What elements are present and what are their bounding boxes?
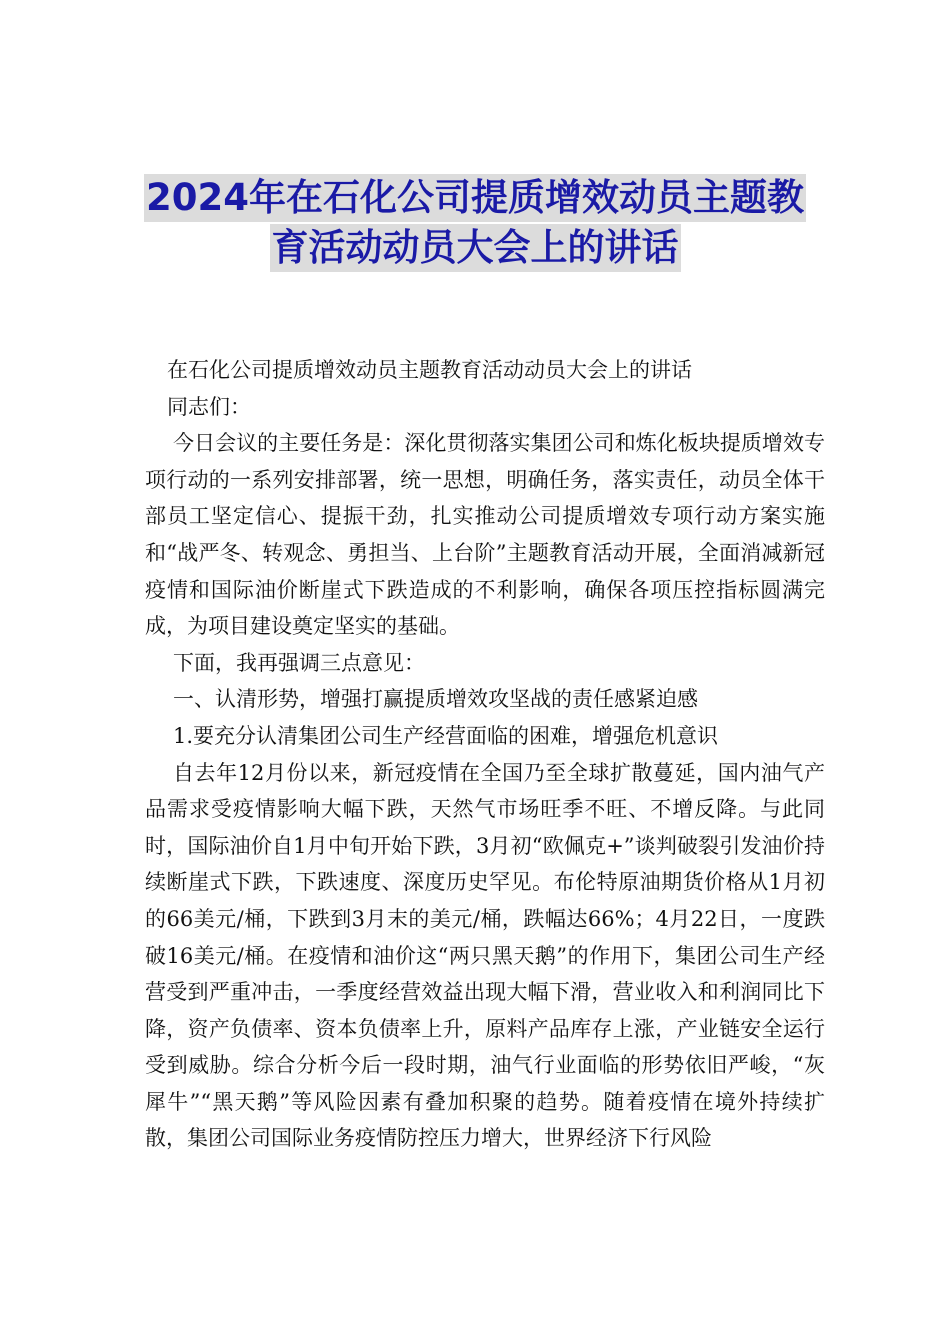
document-title	[0, 174, 950, 274]
speech-heading: 在石化公司提质增效动员主题教育活动动员大会上的讲话	[167, 358, 692, 382]
title-line-2: 育活动动员大会上的讲话	[270, 224, 681, 272]
paragraph-situation: 自去年12月份以来，新冠疫情在全国乃至全球扩散蔓延，国内油气产品需求受疫情影响大幅下跌，天然气市场旺季不旺、不增反降。与此同时，国际油价自1月中旬开始下跌，3月初“欧佩克+”谈判破裂引发油价持续断崖式下跌，下跌速度、深度历史罕见。布伦特原油期货价格从1月初的66美元/桶，下跌到3月末的美元/桶，跌幅达66%；4月22日，一度跌破16美元/桶。在疫情和油价这“两只黑天鹅”的作用下，集团公司生产经营受到严重冲击，一季度经营效益出现大幅下滑，营业收入和利润同比下降，资产负债率、资本负债率上升，原料产品库存上涨，产业链安全运行受到威胁。综合分析今后一段时期，油气行业面临的形势依旧严峻，“灰犀牛”“黑天鹅”等风险因素有叠加积聚的趋势。随着疫情在境外持续扩散，集团公司国际业务疫情防控压力增大，世界经济下行风险	[145, 760, 825, 1151]
title-line-1: 2024年在石化公司提质增效动员主题教	[144, 174, 806, 222]
subsection-heading-1-1: 1.要充分认清集团公司生产经营面临的困难，增强危机意识	[173, 723, 719, 748]
section-heading-1: 一、认清形势，增强打赢提质增效攻坚战的责任感紧迫感	[173, 687, 698, 712]
document-body	[145, 352, 825, 1157]
paragraph-intro: 今日会议的主要任务是：深化贯彻落实集团公司和炼化板块提质增效专项行动的一系列安排部署，统一思想，明确任务，落实责任，动员全体干部员工坚定信心、提振干劲，扎实推动公司提质增效专项行动方案实施和“战严冬、转观念、勇担当、上台阶”主题教育活动开展，全面消减新冠疫情和国际油价断崖式下跌造成的不利影响，确保各项压控指标圆满完成，为项目建设奠定坚实的基础。	[145, 431, 825, 639]
salutation: 同志们：	[167, 394, 251, 419]
paragraph-transition: 下面，我再强调三点意见：	[173, 650, 425, 675]
